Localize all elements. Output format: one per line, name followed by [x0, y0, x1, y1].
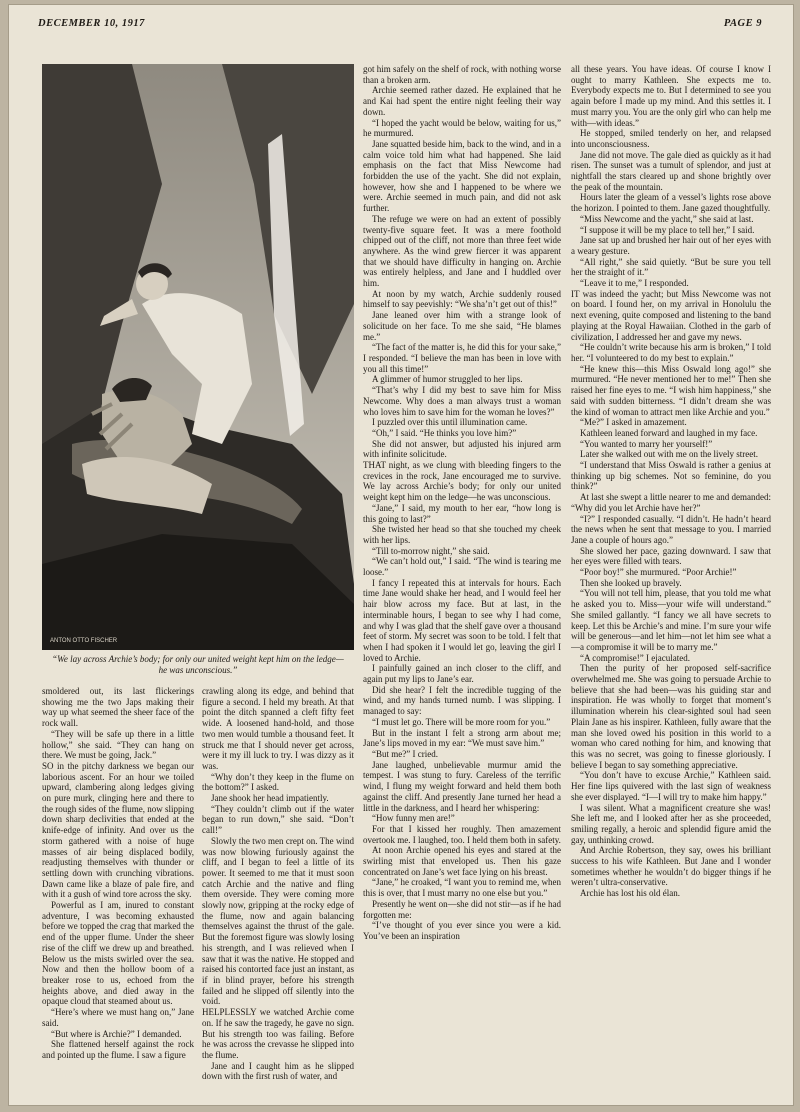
- paragraph: Later she walked out with me on the lively street.: [580, 449, 758, 460]
- paragraph: “But where is Archie?” I demanded.: [51, 1028, 182, 1039]
- paragraph: smoldered out, its last flickerings showing me the two Japs making their way up what seemed the sheer face of the rock wall.: [42, 686, 194, 729]
- paragraph: “We can’t hold out,” I said. “The wind is tearing me loose.”: [363, 556, 561, 578]
- paragraph: A glimmer of humor struggled to her lips.: [372, 374, 523, 385]
- paragraph: “They will be safe up there in a little hollow,” she said. “They can hang on there. We must be going, Jack.”: [42, 728, 194, 761]
- paragraph: Jane shook her head impatiently.: [211, 793, 329, 804]
- paragraph: “You will not tell him, please, that you told me what he asked you to. Miss—your wife will understand.” She smiled gallantly. “I fancy we all have secrets to keep. Let this be Archie’s and mine. I’m sure your wife will be generous—and let him—not let him see what a—a compromise it will be to marry me.”: [571, 588, 771, 652]
- paragraph: I was silent. What a magnificent creature she was! She left me, and I looked after her as she proceeded, smiling regally, a heroic and splendid figure amid the gay, unthinking crowd.: [571, 802, 771, 845]
- paragraph: “He couldn’t write because his arm is broken,” I told her. “I volunteered to do my best to explain.”: [571, 342, 771, 363]
- paragraph: He stopped, smiled tenderly on her, and relapsed into unconsciousness.: [571, 128, 771, 149]
- paragraph: “I?” I responded casually. “I didn’t. He hadn’t heard the news when he sent that message to you. I married Jane a couple of hours ago.”: [571, 513, 771, 545]
- section-paragraph: HELPLESSLY we watched Archie come on. If he saw the tragedy, he gave no sign. But his strength too was failing. Before he was across the crevasse he slipped into the flume.: [202, 1007, 354, 1060]
- paragraph: Jane sat up and brushed her hair out of her eyes with a weary gesture.: [571, 235, 771, 256]
- paragraph: “They couldn’t climb out if the water began to run down,” she said. “Don’t call!”: [202, 803, 354, 836]
- paragraph: got him safely on the shelf of rock, with nothing worse than a broken arm.: [363, 64, 561, 85]
- paragraph: For that I kissed her roughly. Then amazement overtook me. I laughed, too. I held them both in safety.: [363, 823, 561, 845]
- paragraph: I fancy I repeated this at intervals for hours. Each time Jane would shake her head, and I would feel her hair blow across my face. But at last, in the interminable hours, I began to see why I had come, and why I was glad that the shelf gave over a thousand feet of storm. My secret was soon to be told. I felt that when I had spoken it I would let go, leaving the girl I loved to Archie.: [363, 577, 561, 663]
- paragraph: “Why don’t they keep in the flume on the bottom?” I asked.: [202, 771, 354, 793]
- paragraph: Then the purity of her proposed self-sacrifice overwhelmed me. She was going to persuade Archie to believe that she had been—was his guiding star and inspiration. He was wholly to forget that moment’s illumination wherein his clear-sighted soul had seen Plain Jane as his inspirer. Kathleen, fully aware that the man she loved owed his position in this world to a woman who cared nothing for him, and knowing that this was no secret, was going to finesse gloriously. I believe I began to say something appreciative.: [571, 663, 771, 770]
- paragraph: Archie has lost his old élan.: [580, 888, 680, 899]
- section-paragraph: IT was indeed the yacht; but Miss Newcome was not on board. I found her, on my arrival in Honolulu the next evening, quite composed and listening to the band playing at the Royal Hawaiian. Clothed in the garb of civilization, I addressed her and gave my news.: [571, 288, 771, 342]
- paragraph: “You don’t have to excuse Archie,” Kathleen said. Her fine lips quivered with the last sign of weakness she ever displayed. “I—I will try to make him happy.”: [571, 770, 771, 802]
- paragraph: But in the instant I felt a strong arm about me; Jane’s lips moved in my ear: “We must save him.”: [363, 727, 561, 749]
- text-column-4: [571, 64, 771, 1104]
- paragraph: “I understand that Miss Oswald is rather a genius at thinking up big schemes. Not so feminine, do you think?”: [571, 460, 771, 492]
- paragraph: Jane squatted beside him, back to the wind, and in a calm voice told him what had happened. She laid emphasis on the fact that Miss Newcome had forbidden the use of the yacht. She did not explain, however, how she and I happened to be where we were. Archie seemed in much pain, and did not ask further.: [363, 138, 561, 214]
- paragraph: Jane leaned over him with a strange look of solicitude on her face. To me she said, “He blames me.”: [363, 310, 561, 342]
- paragraph: At last she swept a little nearer to me and demanded: “Why did you let Archie have her?”: [571, 492, 771, 513]
- paragraph: Powerful as I am, inured to constant adventure, I was becoming exhausted before we topped the crag that marked the end of the upper flume. Under the sheer rise of the cliff we drew up and breathed. Below us the mists swirled over the sea. Now and then the hollow boom of a breaker rose to us, echoed from the heights above, and died away in the opaque cloud that steamed about us.: [42, 900, 194, 1007]
- paragraph: “That’s why I did my best to save him for Miss Newcome. Why does a man always trust a woman who loves him to save him for the woman he loves?”: [363, 385, 561, 417]
- paragraph: “You wanted to marry her yourself!”: [580, 438, 713, 449]
- section-paragraph: THAT night, as we clung with bleeding fingers to the crevices in the rock, Jane encouraged me to survive. We lay across Archie’s body; for only our united weight kept him on the ledge—he was unconscious.: [363, 460, 561, 503]
- paragraph: I puzzled over this until illumination came.: [372, 417, 528, 428]
- paragraph: Jane and I caught him as he slipped down with the first rush of water, and: [202, 1060, 354, 1082]
- text-column-3: [363, 64, 561, 1104]
- paragraph: crawling along its edge, and behind that figure a second. I held my breath. At that point the ditch spanned a cleft fifty feet wide. A loosened hand-hold, and those two men would tumble a thousand feet. It struck me that I should never get across, were it my ill luck to try. I was dizzy as it was.: [202, 686, 354, 771]
- text-column-1: [42, 686, 194, 1104]
- paragraph: “A compromise!” I ejaculated.: [580, 652, 690, 663]
- paragraph: “Poor boy!” she murmured. “Poor Archie!”: [580, 567, 737, 578]
- paragraph: “Leave it to me,” I responded.: [580, 278, 689, 289]
- illustration-drawing: [42, 64, 354, 650]
- illustrator-signature: ANTON OTTO FISCHER: [50, 638, 118, 644]
- paragraph: Then she looked up bravely.: [580, 577, 682, 588]
- paragraph: “I hoped the yacht would be below, waiting for us,” he murmured.: [363, 117, 561, 139]
- section-paragraph: SO in the pitchy darkness we began our laborious ascent. For an hour we toiled upward, clambering along ledges giving on pure murk, clinging here and there to the rough sides of the flume, now slipping down sharp declivities that ended at the knife-edge of infinity. And over us the storm gathered with a noise of huge masses of air being displaced bodily, readjusting themselves with thunder or settling down with crunching vibrations. Dawn came like a blaze of pale fire, and with it a gush of wind tore across the sky.: [42, 760, 194, 900]
- paragraph: “He knew this—this Miss Oswald long ago!” she murmured. “He never mentioned her to me!” Then she raised her fine eyes to me. “I wish him happiness,” she said with sudden bitterness. “I didn’t dream she was the kind of woman to attract men like Archie and you.”: [571, 363, 771, 417]
- paragraph: “I’ve thought of you ever since you were a kid. You’ve been an inspiration: [363, 920, 561, 941]
- paragraph: She twisted her head so that she touched my cheek with her lips.: [363, 524, 561, 545]
- paragraph: “Till to-morrow night,” she said.: [372, 545, 490, 556]
- text-column-2: [202, 686, 354, 1104]
- illustration-caption: “We lay across Archie’s body; for only our united weight kept him on the ledge—he was unconscious.”: [52, 654, 344, 676]
- issue-date: DECEMBER 10, 1917: [38, 18, 145, 29]
- paragraph: Jane laughed, unbelievable murmur amid the tempest. I was stung to fury. Careless of the terrific wind, I flung my weight forward and held them both against the cliff. And presently Jane turned her head a little in the darkness, and I heard her whispering:: [363, 759, 561, 813]
- paragraph: The refuge we were on had an extent of possibly twenty-five square feet. It was a mere foothold chipped out of the cliff, not more than three feet wide anywhere. As the wind grew fiercer it was apparent that we should have difficulty in hanging on. Archie was entirely helpless, and Jane and I huddled over him.: [363, 213, 561, 289]
- paragraph: Slowly the two men crept on. The wind was now blowing furiously against the cliff, and I began to feel a little of its power. It seemed to me that it must soon catch Archie and the native and fling them overside. They were coming more slowly now, gripping at the rocky edge of the flume, now and again balancing themselves against the thrust of the gale. But the foremost figure was slowly losing his strength, and I was relieved when I saw that it was the native. He stopped and raised his contorted face just an instant, as if in blind prayer, before his strength failed and he slipped off silently into the void.: [202, 835, 354, 1007]
- paragraph: Archie seemed rather dazed. He explained that he and Kai had spent the entire night feeling their way down.: [363, 85, 561, 117]
- paragraph: “All right,” she said quietly. “But be sure you tell her the straight of it.”: [571, 256, 771, 278]
- paragraph: She slowed her pace, gazing downward. I saw that her eyes were filled with tears.: [571, 545, 771, 567]
- paragraph: “The fact of the matter is, he did this for your sake,” I responded. “I believe the man has been in love with you all this time!”: [363, 342, 561, 374]
- paragraph: She did not answer, but adjusted his injured arm with infinite solicitude.: [363, 438, 561, 460]
- paragraph: I painfully gained an inch closer to the cliff, and again put my lips to Jane’s ear.: [363, 663, 561, 685]
- paragraph: “Me?” I asked in amazement.: [580, 417, 687, 428]
- paragraph: Presently he went on—she did not stir—as if he had forgotten me:: [363, 898, 561, 920]
- paragraph: “Oh,” I said. “He thinks you love him?”: [372, 427, 517, 438]
- paragraph: She flattened herself against the rock and pointed up the flume. I saw a figure: [42, 1039, 194, 1060]
- story-illustration: [42, 64, 354, 650]
- paragraph: Hours later the gleam of a vessel’s lights rose above the horizon. I pointed to them. Jane gazed thoughtfully.: [571, 192, 771, 214]
- page-number: PAGE 9: [723, 18, 762, 29]
- paragraph: “Here’s where we must hang on,” Jane said.: [42, 1007, 194, 1028]
- paragraph: “I must let go. There will be more room for you.”: [372, 716, 551, 727]
- paragraph: And Archie Robertson, they say, owes his brilliant success to his wife Kathleen. But Jane and I wonder sometimes whether he wouldn’t do bigger things if he weren’t ultra-conservative.: [571, 845, 771, 888]
- paragraph: Kathleen leaned forward and laughed in my face.: [580, 427, 758, 438]
- paragraph: At noon Archie opened his eyes and stared at the swirling mist that enveloped us. Then his gaze concentrated on Jane’s wet face lying on his breast.: [363, 845, 561, 877]
- paragraph: At noon by my watch, Archie suddenly roused himself to say peevishly: “We sha’n’t get out of this!”: [363, 288, 561, 310]
- paragraph: “How funny men are!”: [372, 813, 455, 824]
- paragraph: Jane did not move. The gale died as quickly as it had risen. The sunset was a tumult of splendor, and just at nightfall the stars cleared up and shone brightly over the peak of the mountain.: [571, 149, 771, 192]
- paragraph: “But me?” I cried.: [372, 749, 438, 759]
- magazine-page: [8, 4, 794, 1106]
- paragraph: “I suppose it will be my place to tell her,” I said.: [580, 224, 755, 235]
- paragraph: Did she hear? I felt the incredible tugging of the wind, and my hands turned numb. I was slipping. I managed to say:: [363, 684, 561, 717]
- paragraph: “Jane,” I said, my mouth to her ear, “how long is this going to last?”: [363, 502, 561, 524]
- paragraph: all these years. You have ideas. Of course I know I ought to marry Kathleen. She expects me to. Everybody expects me to. But I determined to see you again before I made up my mind. And this settles it. I must marry you. You are the only girl who can help me with—with ideas.”: [571, 64, 771, 128]
- paragraph: “Miss Newcome and the yacht,” she said at last.: [580, 213, 754, 224]
- paragraph: “Jane,” he croaked, “I want you to remind me, when this is over, that I must marry no one else but you.”: [363, 877, 561, 899]
